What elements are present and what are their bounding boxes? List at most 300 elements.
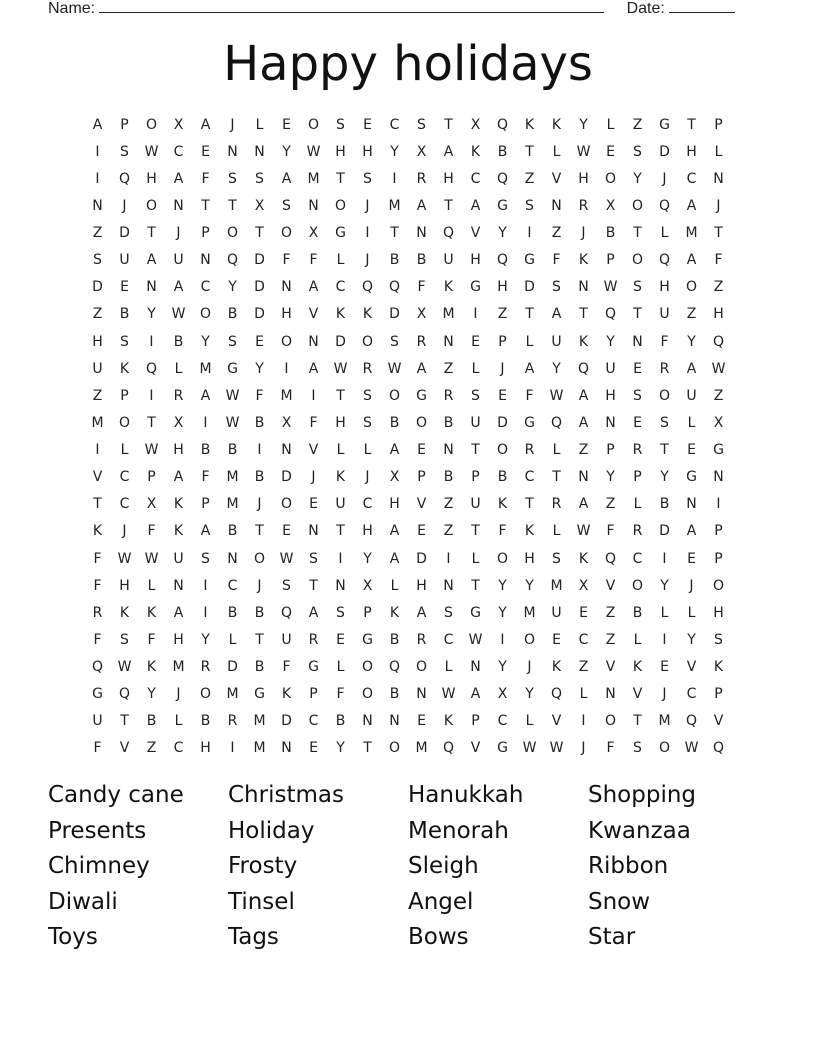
grid-letter: V <box>551 170 562 187</box>
grid-letter: A <box>200 387 211 404</box>
grid-letter: T <box>633 713 642 730</box>
word-list-item: Christmas <box>228 782 344 808</box>
grid-letter: N <box>281 740 292 757</box>
grid-letter: E <box>579 604 588 621</box>
grid-letter: Z <box>443 496 454 513</box>
grid-letter: A <box>470 197 481 214</box>
grid-letter: P <box>714 116 723 133</box>
grid-letter: K <box>470 143 481 160</box>
grid-letter: W <box>684 740 699 757</box>
grid-letter: D <box>254 252 265 269</box>
grid-letter: N <box>605 414 616 431</box>
grid-letter: B <box>254 469 265 486</box>
grid-letter: G <box>254 686 265 703</box>
grid-letter: U <box>470 414 481 431</box>
grid-letter: L <box>579 686 588 703</box>
grid-letter: T <box>444 116 453 133</box>
word-list <box>48 778 768 956</box>
grid-letter: J <box>122 523 127 540</box>
grid-letter: T <box>255 631 264 648</box>
grid-letter: S <box>120 333 129 350</box>
grid-letter: A <box>281 170 292 187</box>
grid-letter: N <box>686 496 697 513</box>
word-list-item: Angel <box>408 888 474 915</box>
grid-letter: L <box>687 414 696 431</box>
grid-letter: A <box>146 252 157 269</box>
grid-letter: A <box>686 523 697 540</box>
grid-letter: S <box>714 631 723 648</box>
grid-letter: S <box>309 550 318 567</box>
grid-letter: E <box>471 333 480 350</box>
grid-letter: J <box>365 469 370 486</box>
grid-letter: E <box>687 442 696 459</box>
grid-letter: Y <box>363 550 372 567</box>
grid-letter: P <box>417 469 426 486</box>
grid-letter: Q <box>685 713 698 730</box>
grid-letter: N <box>362 713 373 730</box>
grid-letter: B <box>389 252 400 269</box>
grid-letter: O <box>415 414 428 431</box>
grid-letter: C <box>335 279 346 296</box>
grid-letter: V <box>551 713 562 730</box>
grid-letter: M <box>226 496 239 513</box>
word-list-item: Holiday <box>228 817 315 844</box>
grid-letter: E <box>660 659 669 676</box>
grid-letter: E <box>120 279 129 296</box>
grid-letter: Y <box>633 170 642 187</box>
grid-letter: L <box>336 252 345 269</box>
grid-letter: Q <box>91 659 104 676</box>
grid-letter: A <box>308 360 319 377</box>
grid-letter: L <box>525 333 534 350</box>
grid-letter: O <box>361 686 374 703</box>
grid-letter: Q <box>388 659 401 676</box>
grid-letter: A <box>524 360 535 377</box>
grid-letter: P <box>606 252 615 269</box>
grid-letter: F <box>660 333 669 350</box>
grid-letter: R <box>173 387 184 404</box>
grid-letter: A <box>443 143 454 160</box>
grid-letter: Z <box>443 360 454 377</box>
grid-letter: H <box>686 143 697 160</box>
grid-letter: L <box>687 604 696 621</box>
grid-letter: X <box>254 197 265 214</box>
grid-letter: I <box>662 550 667 567</box>
grid-letter: H <box>92 333 103 350</box>
grid-letter: M <box>307 170 320 187</box>
grid-letter: J <box>716 197 721 214</box>
grid-letter: B <box>227 442 238 459</box>
grid-letter: G <box>713 442 724 459</box>
grid-letter: U <box>443 252 454 269</box>
grid-letter: A <box>389 550 400 567</box>
grid-letter: N <box>389 713 400 730</box>
grid-letter: B <box>146 713 157 730</box>
grid-letter: V <box>416 496 427 513</box>
grid-letter: U <box>659 306 670 323</box>
grid-letter: X <box>362 577 373 594</box>
grid-letter: V <box>119 740 130 757</box>
grid-letter: T <box>525 306 534 323</box>
grid-letter: P <box>714 686 723 703</box>
grid-letter: E <box>417 442 426 459</box>
grid-letter: B <box>227 306 238 323</box>
grid-letter: K <box>146 659 157 676</box>
grid-letter: W <box>441 686 456 703</box>
grid-letter: O <box>496 550 509 567</box>
date-label: Date: <box>626 0 665 17</box>
grid-letter: N <box>632 333 643 350</box>
grid-letter: A <box>578 496 589 513</box>
grid-letter: Y <box>228 279 237 296</box>
grid-letter: S <box>633 143 642 160</box>
grid-letter: T <box>120 713 129 730</box>
grid-letter: I <box>95 442 100 459</box>
grid-letter: M <box>172 659 185 676</box>
grid-letter: C <box>389 116 400 133</box>
grid-letter: W <box>117 550 132 567</box>
grid-letter: E <box>633 360 642 377</box>
grid-letter: Q <box>550 414 563 431</box>
grid-letter: P <box>147 469 156 486</box>
grid-letter: O <box>361 659 374 676</box>
grid-letter: D <box>281 713 292 730</box>
grid-letter: Y <box>498 577 507 594</box>
grid-letter: L <box>660 225 669 242</box>
grid-letter: A <box>470 686 481 703</box>
grid-letter: A <box>200 116 211 133</box>
grid-letter: I <box>257 442 262 459</box>
grid-letter: A <box>92 116 103 133</box>
grid-letter: H <box>173 631 184 648</box>
word-search-grid <box>84 111 732 762</box>
grid-letter: J <box>581 740 586 757</box>
grid-letter: K <box>578 550 589 567</box>
grid-letter: J <box>500 360 505 377</box>
word-list-item: Ribbon <box>588 853 669 880</box>
grid-letter: T <box>390 225 399 242</box>
grid-letter: X <box>416 306 427 323</box>
grid-letter: J <box>311 469 316 486</box>
grid-letter: H <box>200 740 211 757</box>
grid-letter: T <box>525 143 534 160</box>
grid-letter: B <box>443 414 454 431</box>
grid-letter: W <box>603 279 618 296</box>
grid-letter: I <box>473 306 478 323</box>
grid-letter: I <box>311 387 316 404</box>
grid-letter: O <box>712 577 725 594</box>
grid-letter: N <box>578 469 589 486</box>
grid-letter: S <box>552 279 561 296</box>
grid-letter: Z <box>605 496 616 513</box>
grid-letter: I <box>662 631 667 648</box>
grid-letter: N <box>551 197 562 214</box>
grid-letter: S <box>633 387 642 404</box>
grid-letter: Q <box>496 252 509 269</box>
grid-letter: Y <box>255 360 264 377</box>
grid-letter: Y <box>498 604 507 621</box>
grid-letter: O <box>118 414 131 431</box>
grid-letter: G <box>308 659 319 676</box>
grid-letter: N <box>443 442 454 459</box>
grid-letter: M <box>685 225 698 242</box>
grid-letter: F <box>147 631 156 648</box>
grid-letter: O <box>631 197 644 214</box>
grid-letter: N <box>335 577 346 594</box>
grid-letter: L <box>336 659 345 676</box>
grid-letter: S <box>120 631 129 648</box>
grid-letter: L <box>714 143 723 160</box>
grid-letter: J <box>257 577 262 594</box>
grid-letter: A <box>551 306 562 323</box>
grid-letter: L <box>633 631 642 648</box>
grid-letter: J <box>230 116 235 133</box>
grid-letter: U <box>173 550 184 567</box>
grid-letter: S <box>336 604 345 621</box>
grid-letter: G <box>335 225 346 242</box>
grid-letter: G <box>497 740 508 757</box>
grid-letter: Q <box>550 686 563 703</box>
grid-letter: L <box>147 577 156 594</box>
grid-letter: O <box>280 496 293 513</box>
grid-letter: I <box>149 333 154 350</box>
grid-letter: E <box>309 496 318 513</box>
grid-letter: J <box>662 170 667 187</box>
grid-letter: C <box>578 631 589 648</box>
grid-letter: E <box>336 631 345 648</box>
grid-letter: T <box>471 523 480 540</box>
grid-letter: S <box>525 197 534 214</box>
grid-letter: V <box>713 713 724 730</box>
grid-letter: H <box>416 577 427 594</box>
grid-letter: D <box>659 143 670 160</box>
grid-letter: W <box>117 659 132 676</box>
grid-letter: Q <box>604 550 617 567</box>
grid-letter: O <box>631 252 644 269</box>
grid-letter: D <box>416 550 427 567</box>
grid-letter: L <box>525 713 534 730</box>
grid-letter: A <box>578 414 589 431</box>
grid-letter: Q <box>442 740 455 757</box>
grid-letter: X <box>497 686 508 703</box>
grid-letter: R <box>227 713 238 730</box>
grid-letter: A <box>416 604 427 621</box>
grid-letter: M <box>442 306 455 323</box>
grid-letter: Q <box>442 225 455 242</box>
name-label: Name: <box>48 0 96 17</box>
grid-letter: O <box>307 116 320 133</box>
grid-letter: I <box>149 387 154 404</box>
grid-letter: O <box>604 713 617 730</box>
grid-letter: F <box>498 523 507 540</box>
grid-letter: R <box>362 360 373 377</box>
grid-letter: S <box>444 604 453 621</box>
grid-letter: C <box>173 740 184 757</box>
grid-letter: L <box>552 523 561 540</box>
grid-letter: S <box>390 333 399 350</box>
grid-letter: D <box>389 306 400 323</box>
grid-letter: S <box>120 143 129 160</box>
grid-letter: T <box>633 225 642 242</box>
grid-letter: O <box>334 197 347 214</box>
grid-letter: N <box>416 686 427 703</box>
grid-letter: K <box>713 659 724 676</box>
grid-letter: T <box>228 197 237 214</box>
grid-letter: L <box>660 604 669 621</box>
grid-letter: B <box>335 713 346 730</box>
grid-letter: I <box>203 577 208 594</box>
grid-letter: K <box>173 496 184 513</box>
grid-letter: N <box>443 333 454 350</box>
grid-letter: X <box>470 116 481 133</box>
grid-letter: S <box>363 170 372 187</box>
grid-letter: G <box>416 387 427 404</box>
grid-letter: V <box>470 740 481 757</box>
grid-letter: O <box>226 225 239 242</box>
grid-letter: M <box>226 686 239 703</box>
grid-letter: H <box>659 279 670 296</box>
grid-letter: F <box>93 631 102 648</box>
grid-letter: S <box>282 577 291 594</box>
grid-letter: G <box>686 469 697 486</box>
grid-letter: I <box>581 713 586 730</box>
grid-letter: G <box>227 360 238 377</box>
grid-letter: V <box>605 659 616 676</box>
grid-letter: Q <box>388 279 401 296</box>
grid-letter: W <box>576 143 591 160</box>
grid-letter: Y <box>282 143 291 160</box>
grid-letter: W <box>306 143 321 160</box>
grid-letter: Y <box>201 631 210 648</box>
word-list-item: Kwanzaa <box>588 817 691 844</box>
grid-letter: U <box>551 333 562 350</box>
grid-letter: Q <box>361 279 374 296</box>
grid-letter: E <box>417 713 426 730</box>
grid-letter: F <box>309 414 318 431</box>
grid-letter: H <box>335 414 346 431</box>
grid-letter: E <box>552 631 561 648</box>
grid-letter: D <box>659 523 670 540</box>
grid-letter: K <box>497 496 508 513</box>
grid-letter: J <box>365 197 370 214</box>
grid-letter: L <box>552 143 561 160</box>
grid-letter: A <box>173 170 184 187</box>
grid-letter: I <box>95 170 100 187</box>
grid-letter: N <box>281 442 292 459</box>
grid-letter: F <box>282 659 291 676</box>
grid-letter: R <box>416 631 427 648</box>
grid-letter: M <box>280 387 293 404</box>
grid-letter: H <box>524 550 535 567</box>
grid-letter: M <box>253 740 266 757</box>
grid-letter: W <box>468 631 483 648</box>
grid-letter: K <box>173 523 184 540</box>
grid-letter: A <box>686 360 697 377</box>
grid-letter: F <box>417 279 426 296</box>
grid-letter: V <box>470 225 481 242</box>
grid-letter: U <box>605 360 616 377</box>
grid-letter: Z <box>146 740 157 757</box>
grid-letter: E <box>309 740 318 757</box>
grid-letter: G <box>524 414 535 431</box>
grid-letter: C <box>227 577 238 594</box>
grid-letter: A <box>173 469 184 486</box>
grid-letter: W <box>144 442 159 459</box>
grid-letter: Q <box>226 252 239 269</box>
grid-letter: H <box>605 387 616 404</box>
grid-letter: W <box>387 360 402 377</box>
grid-letter: C <box>443 631 454 648</box>
grid-letter: K <box>119 360 130 377</box>
grid-letter: Y <box>201 333 210 350</box>
grid-letter: B <box>389 686 400 703</box>
grid-letter: F <box>606 523 615 540</box>
grid-letter: Z <box>605 631 616 648</box>
grid-letter: Q <box>604 306 617 323</box>
grid-letter: X <box>146 496 157 513</box>
grid-letter: K <box>632 659 643 676</box>
grid-letter: W <box>279 550 294 567</box>
grid-letter: E <box>255 333 264 350</box>
grid-letter: Z <box>686 306 697 323</box>
grid-letter: A <box>686 197 697 214</box>
grid-letter: J <box>122 197 127 214</box>
grid-letter: Z <box>632 116 643 133</box>
page-title: Happy holidays <box>223 36 593 92</box>
grid-letter: C <box>686 170 697 187</box>
grid-letter: A <box>173 604 184 621</box>
grid-letter: K <box>443 713 454 730</box>
grid-letter: C <box>200 279 211 296</box>
grid-letter: H <box>713 306 724 323</box>
grid-letter: N <box>713 170 724 187</box>
grid-letter: Z <box>92 306 103 323</box>
grid-letter: T <box>336 170 345 187</box>
grid-letter: J <box>581 225 586 242</box>
grid-letter: Q <box>712 333 725 350</box>
grid-letter: L <box>390 577 399 594</box>
grid-letter: R <box>551 496 562 513</box>
grid-letter: X <box>173 116 184 133</box>
grid-letter: F <box>714 252 723 269</box>
grid-letter: B <box>389 631 400 648</box>
word-list-item: Sleigh <box>408 853 479 880</box>
grid-letter: S <box>471 387 480 404</box>
grid-letter: Z <box>92 225 103 242</box>
grid-letter: O <box>658 740 671 757</box>
grid-letter: N <box>713 469 724 486</box>
grid-letter: O <box>685 279 698 296</box>
grid-letter: T <box>687 116 696 133</box>
grid-letter: Z <box>92 387 103 404</box>
word-list-item: Hanukkah <box>408 782 524 808</box>
grid-letter: N <box>578 279 589 296</box>
grid-letter: T <box>363 740 372 757</box>
grid-letter: J <box>365 252 370 269</box>
grid-letter: B <box>659 496 670 513</box>
grid-letter: S <box>201 550 210 567</box>
grid-letter: T <box>336 523 345 540</box>
grid-letter: G <box>470 279 481 296</box>
grid-letter: C <box>470 170 481 187</box>
grid-letter: Y <box>525 686 534 703</box>
grid-letter: N <box>443 577 454 594</box>
grid-letter: B <box>497 143 508 160</box>
grid-letter: Y <box>687 631 696 648</box>
grid-letter: C <box>524 469 535 486</box>
grid-letter: I <box>284 360 289 377</box>
grid-letter: O <box>496 442 509 459</box>
